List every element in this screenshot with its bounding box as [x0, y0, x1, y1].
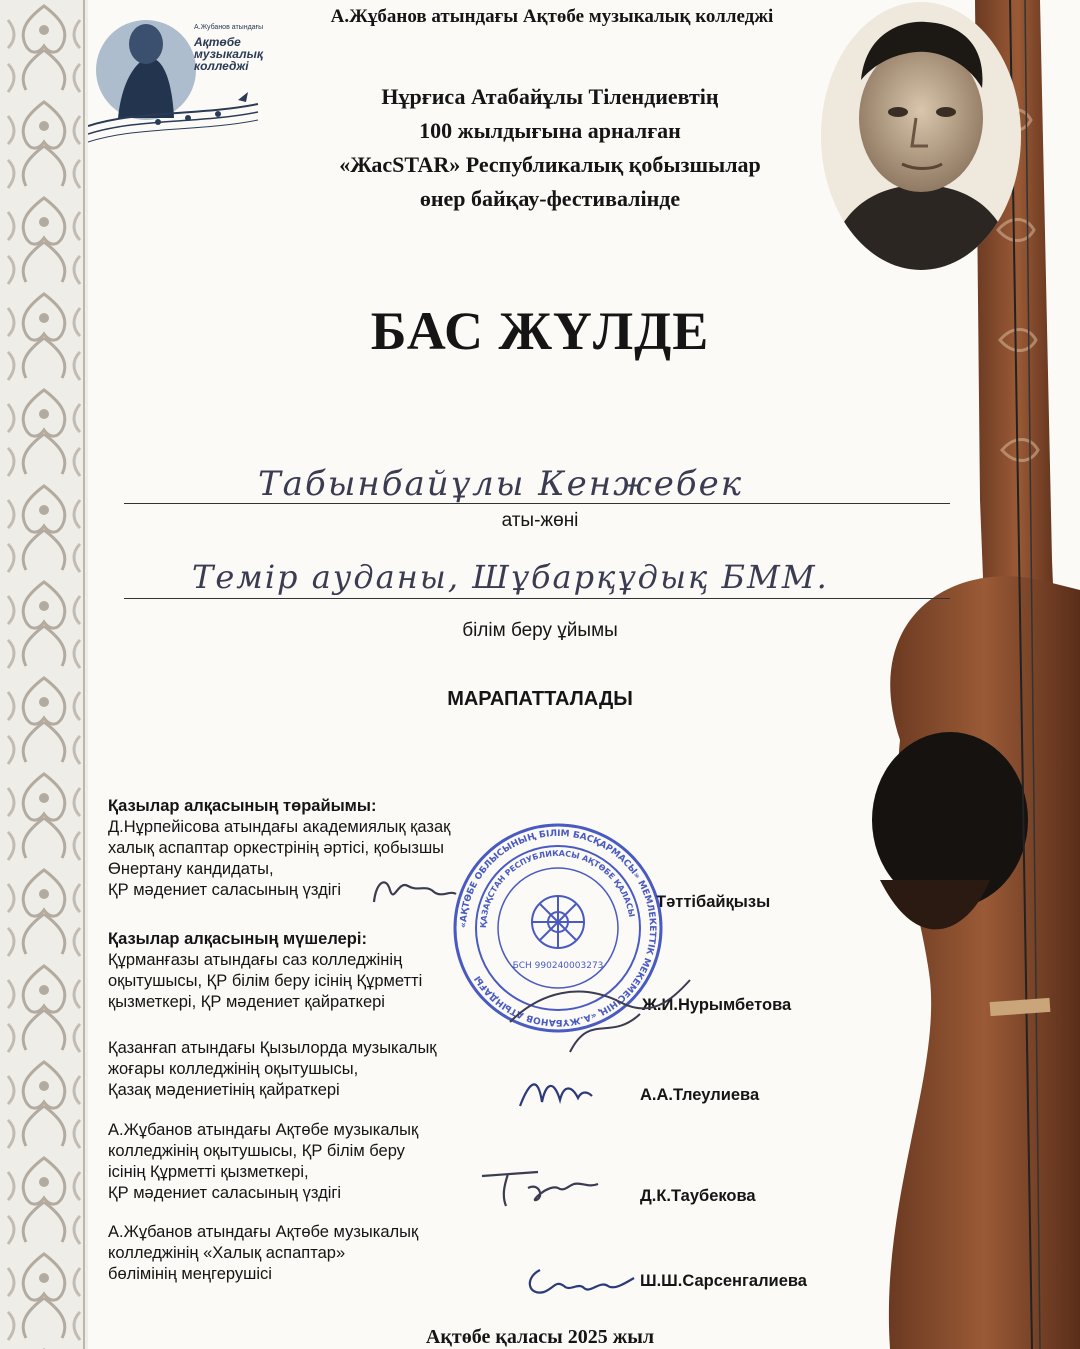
jury-member-name: Ш.Ш.Сарсенгалиева: [640, 1272, 807, 1290]
college-logo: [88, 8, 270, 158]
jury-chair-line: халық аспаптар оркестрінің әртісі, қобызшы: [108, 839, 445, 857]
name-caption: аты-жөні: [501, 510, 579, 531]
stamp-outer-text: «АҚТӨБЕ ОБЛЫСЫНЫҢ БІЛІМ БАСҚАРМАСЫ» МЕМЛЕКЕТТІК МЕКЕМЕСІНІҢ «А.ЖҰБАНОВ АТЫНДАҒЫ: [458, 828, 658, 1028]
signature-member-1: [500, 972, 700, 1062]
jury-member-block: [108, 1038, 508, 1101]
festival-line: 100 жылдығына арналған: [419, 118, 681, 143]
org-underline: [124, 598, 950, 599]
logo-text: [194, 36, 263, 72]
jury-member-line: ҚР мәдениет саласының үздігі: [108, 1184, 342, 1202]
festival-title: [290, 80, 810, 216]
jury-member-line: колледжінің «Халық аспаптар»: [108, 1244, 346, 1262]
festival-line: Нұрғиса Атабайұлы Тілендиевтің: [381, 84, 719, 109]
festival-line: өнер байқау-фестивалінде: [419, 186, 681, 211]
signature-member-2: [514, 1072, 594, 1114]
jury-chair-heading: Қазылар алқасының төрайымы:: [108, 797, 377, 815]
awarded-text: МАРАПАТТАЛАДЫ: [447, 688, 633, 710]
signature-chair: [368, 872, 460, 912]
jury-member-line: оқытушысы, ҚР білім беру ісінің Құрметті: [108, 972, 423, 990]
jury-chair-line: ҚР мәдениет саласының үздігі: [108, 881, 342, 899]
signature-member-4: [520, 1258, 640, 1304]
jury-chair-line: Д.Нұрпейісова атындағы академиялық қазақ: [108, 818, 451, 836]
jury-member-line: Қазақ мәдениетінің қайраткері: [108, 1081, 340, 1099]
portrait-photo: [816, 0, 1026, 272]
jury-member-line: ісінің Құрметті қызметкері,: [108, 1163, 309, 1181]
jury-member-block: [108, 1120, 508, 1204]
logo-small-text: А.Жубанов атындағы: [194, 24, 264, 31]
jury-chair-line: Өнертану кандидаты,: [108, 860, 274, 878]
emblem-icon: [532, 896, 584, 948]
jury-member-block: [108, 1222, 508, 1285]
jury-member-line: колледжінің оқытушысы, ҚР білім беру: [108, 1142, 405, 1160]
recipient-name: Табынбайұлы Кенжебек: [258, 464, 744, 504]
footer-city-year: Ақтөбе қаласы 2025 жыл: [425, 1326, 655, 1348]
jury-member-line: Қазанғап атындағы Қызылорда музыкалық: [108, 1039, 437, 1057]
jury-member-name: Д.К.Таубекова: [640, 1187, 756, 1205]
jury-member-name: Ж.И.Нурымбетова: [642, 996, 792, 1014]
college-title: А.Жұбанов атындағы Ақтөбе музыкалық колледжі: [330, 6, 774, 27]
jury-members-heading: Қазылар алқасының мүшелері:: [108, 930, 367, 948]
jury-member-line: бөлімінің меңгерушісі: [108, 1265, 272, 1283]
jury-chair-name: Тәттібайқызы: [656, 893, 771, 911]
logo-line: Ақтөбе: [194, 35, 241, 49]
jury-member-line: А.Жұбанов атындағы Ақтөбе музыкалық: [108, 1121, 419, 1139]
logo-line: музыкалық: [194, 47, 263, 61]
signature-member-3: [478, 1162, 608, 1212]
org-caption: білім беру ұйымы: [462, 620, 618, 641]
festival-line: «ЖасSTAR» Республикалық қобызшылар: [339, 152, 761, 177]
logo-line: колледжі: [194, 59, 249, 73]
jury-member-name: А.А.Тлеулиева: [640, 1086, 760, 1104]
recipient-organization: Темір ауданы, Шұбарқұдық БММ.: [192, 558, 829, 596]
award-title: БАС ЖҮЛДЕ: [370, 301, 710, 361]
stamp-bin: БСН 990240003273: [512, 961, 604, 971]
jury-member-line: Құрманғазы атындағы саз колледжінің: [108, 951, 403, 969]
jury-member-block: [108, 929, 468, 1013]
jury-member-line: қызметкері, ҚР мәдениет қайраткері: [108, 993, 385, 1011]
jury-member-line: жоғары колледжінің оқытушысы,: [108, 1060, 359, 1078]
ornament-border: [0, 0, 88, 1349]
jury-member-line: А.Жұбанов атындағы Ақтөбе музыкалық: [108, 1223, 419, 1241]
stamp-inner-text: ҚАЗАҚСТАН РЕСПУБЛИКАСЫ АҚТӨБЕ ҚАЛАСЫ: [478, 848, 637, 929]
name-underline: [124, 503, 950, 504]
